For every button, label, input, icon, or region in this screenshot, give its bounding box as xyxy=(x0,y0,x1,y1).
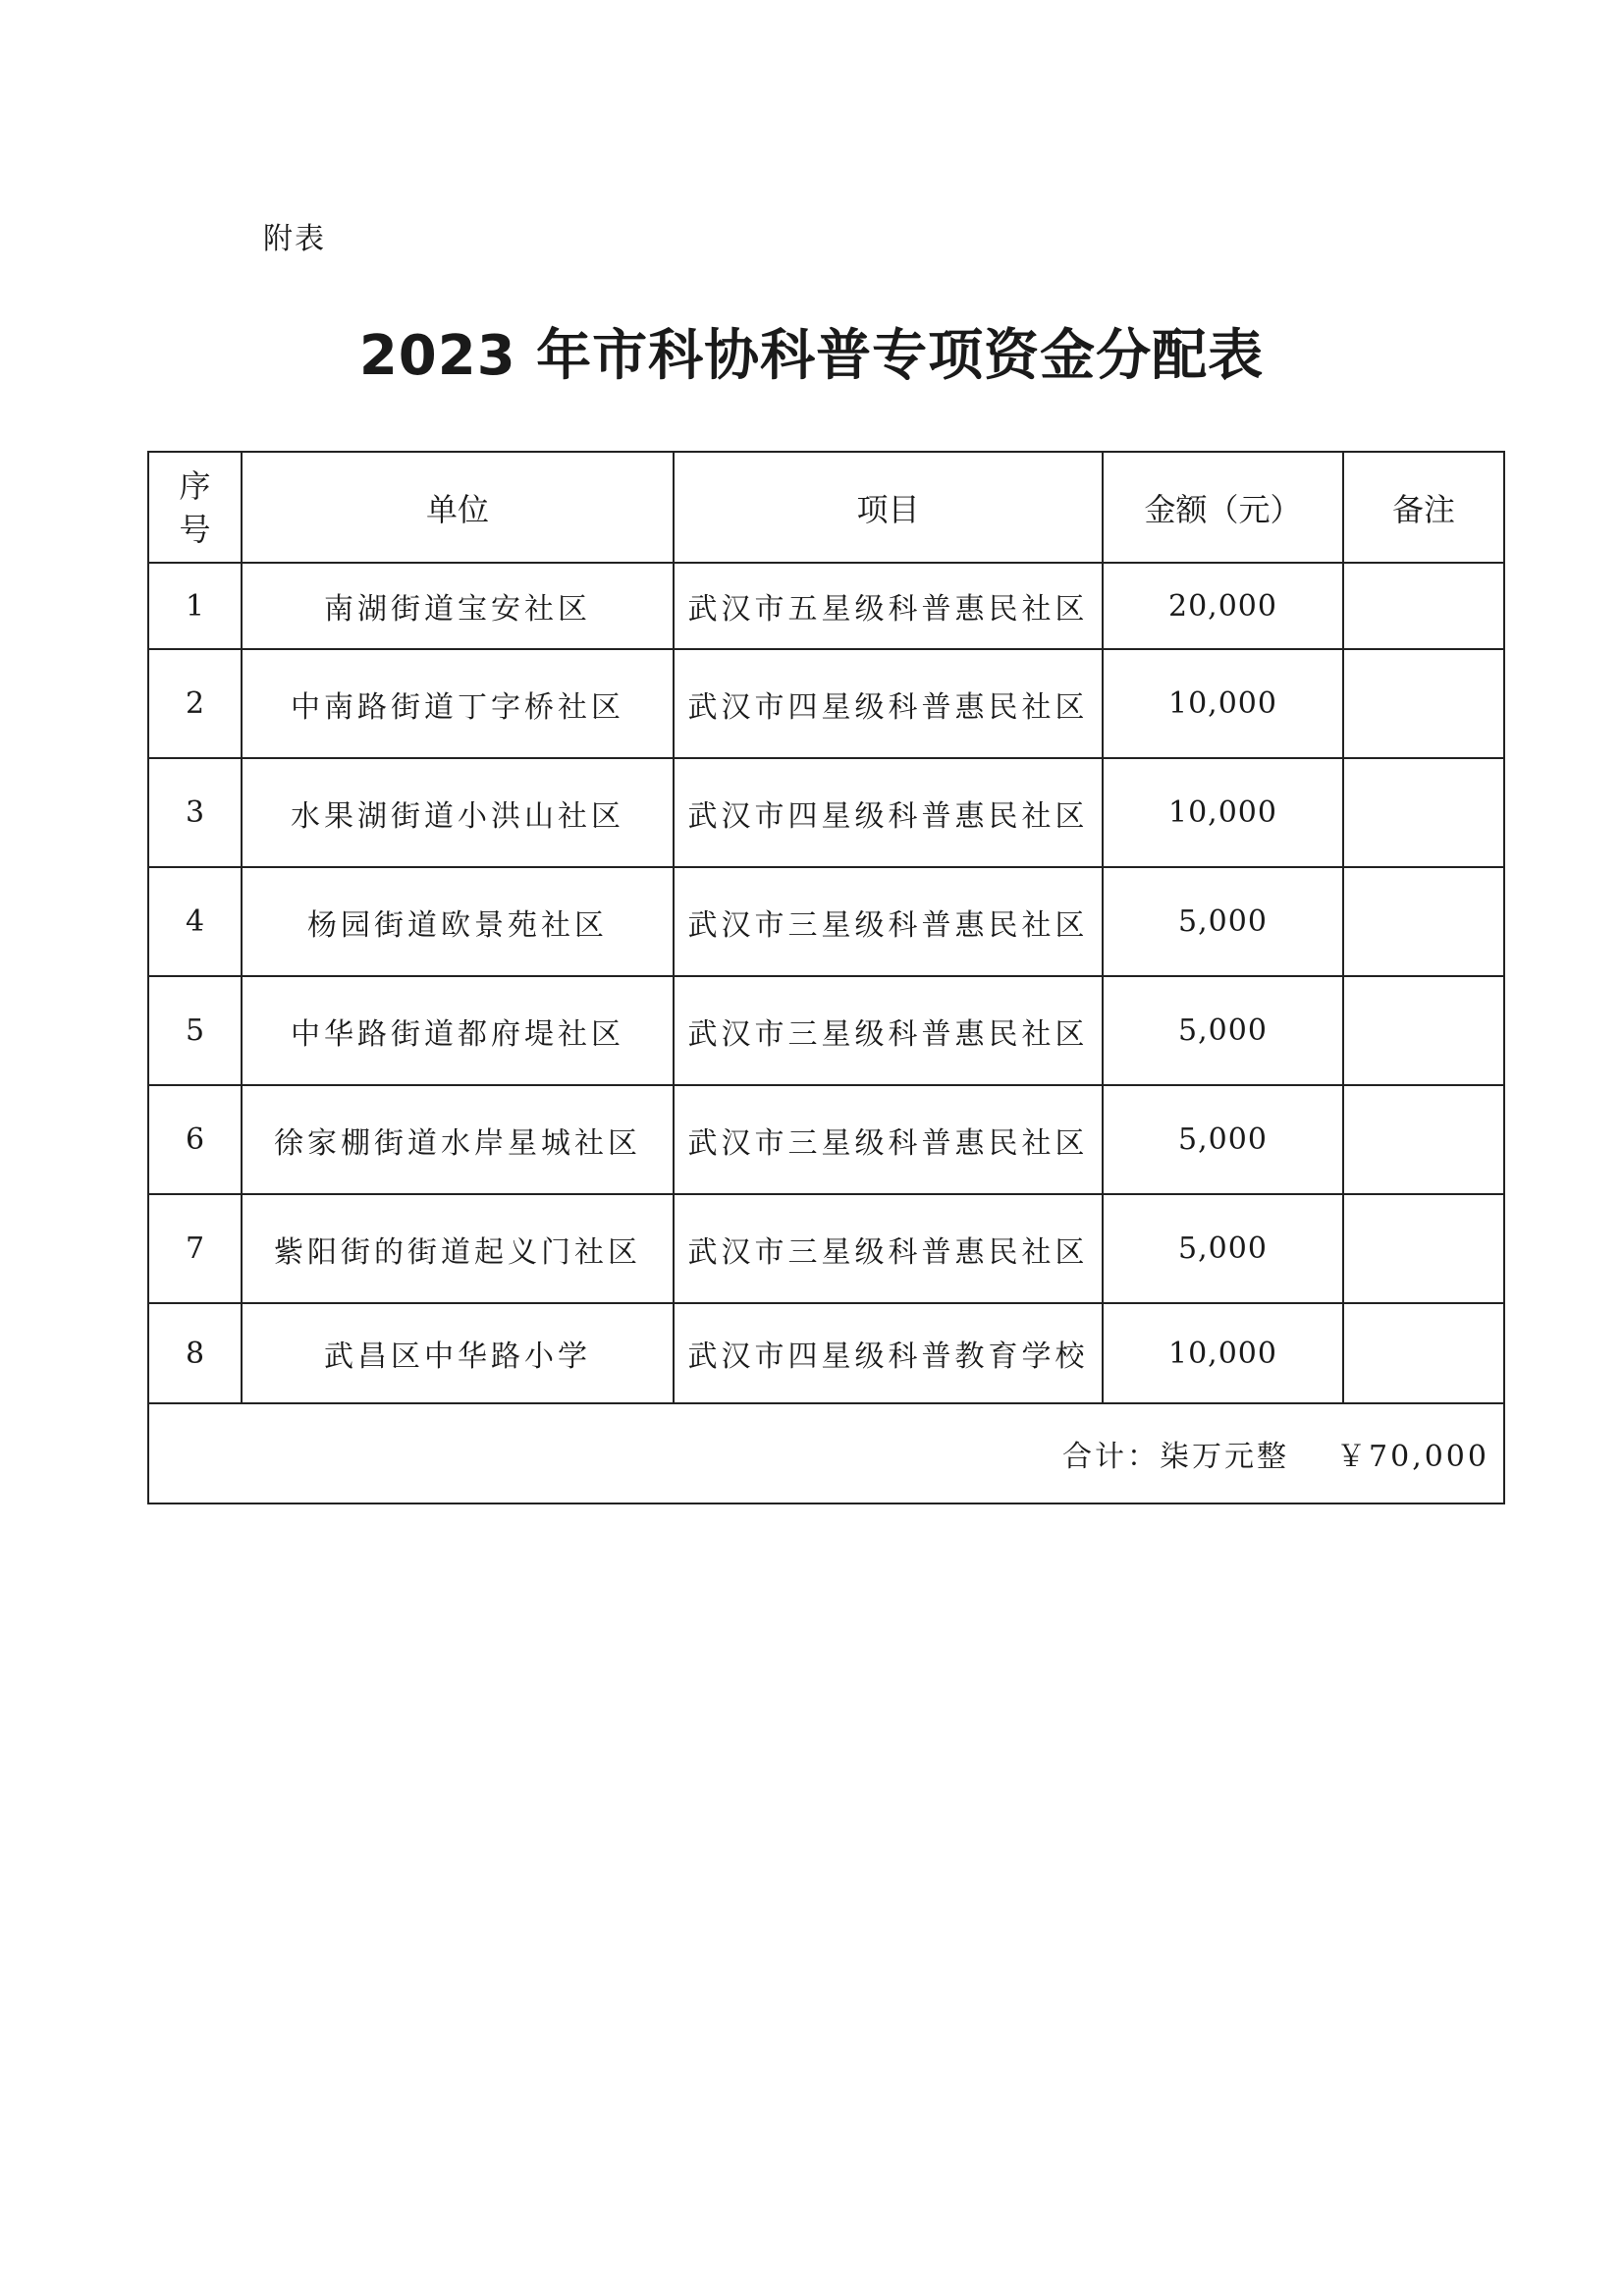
cell-remark xyxy=(1343,563,1504,649)
cell-no: 3 xyxy=(148,758,242,867)
header-no xyxy=(148,452,242,563)
cell-remark xyxy=(1343,1303,1504,1403)
cell-project: 武汉市四星级科普惠民社区 xyxy=(674,758,1103,867)
cell-remark xyxy=(1343,1194,1504,1303)
cell-no: 5 xyxy=(148,976,242,1085)
cell-amount: 5,000 xyxy=(1103,1085,1343,1194)
cell-no: 2 xyxy=(148,649,242,758)
cell-unit: 中华路街道都府堤社区 xyxy=(242,976,674,1085)
cell-amount: 5,000 xyxy=(1103,867,1343,976)
cell-project: 武汉市四星级科普教育学校 xyxy=(674,1303,1103,1403)
cell-project: 武汉市三星级科普惠民社区 xyxy=(674,867,1103,976)
cell-project: 武汉市三星级科普惠民社区 xyxy=(674,1194,1103,1303)
total-label: 合计：柒万元整 xyxy=(1062,1440,1290,1474)
cell-amount: 10,000 xyxy=(1103,1303,1343,1403)
cell-project: 武汉市四星级科普惠民社区 xyxy=(674,649,1103,758)
cell-remark xyxy=(1343,649,1504,758)
cell-remark xyxy=(1343,976,1504,1085)
cell-no: 8 xyxy=(148,1303,242,1403)
cell-amount: 5,000 xyxy=(1103,976,1343,1085)
document-title: 2023 年市科协科普专项资金分配表 xyxy=(358,324,1265,388)
table-row xyxy=(148,649,1504,758)
cell-amount: 5,000 xyxy=(1103,1194,1343,1303)
header-project: 项目 xyxy=(674,452,1103,563)
cell-unit: 水果湖街道小洪山社区 xyxy=(242,758,674,867)
table-row xyxy=(148,1085,1504,1194)
allocation-table xyxy=(147,451,1505,1504)
table-header-row xyxy=(148,452,1504,563)
cell-unit: 武昌区中华路小学 xyxy=(242,1303,674,1403)
table-row xyxy=(148,1303,1504,1403)
table-row xyxy=(148,563,1504,649)
total-amount: ￥70,000 xyxy=(1336,1440,1489,1474)
cell-unit: 紫阳街的街道起义门社区 xyxy=(242,1194,674,1303)
header-unit: 单位 xyxy=(242,452,674,563)
cell-amount: 10,000 xyxy=(1103,758,1343,867)
cell-remark xyxy=(1343,1085,1504,1194)
total-cell xyxy=(148,1403,1504,1503)
cell-project: 武汉市三星级科普惠民社区 xyxy=(674,1085,1103,1194)
total-row xyxy=(148,1403,1504,1503)
header-amount: 金额（元） xyxy=(1103,452,1343,563)
table-row xyxy=(148,976,1504,1085)
table-row xyxy=(148,1194,1504,1303)
cell-unit: 徐家棚街道水岸星城社区 xyxy=(242,1085,674,1194)
cell-no: 1 xyxy=(148,563,242,649)
header-no-line2: 号 xyxy=(179,510,211,548)
cell-unit: 杨园街道欧景苑社区 xyxy=(242,867,674,976)
header-remark: 备注 xyxy=(1343,452,1504,563)
cell-amount: 10,000 xyxy=(1103,649,1343,758)
cell-unit: 南湖街道宝安社区 xyxy=(242,563,674,649)
cell-no: 4 xyxy=(148,867,242,976)
cell-remark xyxy=(1343,758,1504,867)
table-row xyxy=(148,758,1504,867)
cell-remark xyxy=(1343,867,1504,976)
cell-unit: 中南路街道丁字桥社区 xyxy=(242,649,674,758)
cell-project: 武汉市五星级科普惠民社区 xyxy=(674,563,1103,649)
header-no-line1: 序 xyxy=(179,466,211,505)
cell-no: 7 xyxy=(148,1194,242,1303)
cell-amount: 20,000 xyxy=(1103,563,1343,649)
attachment-label: 附表 xyxy=(263,222,326,256)
table-row xyxy=(148,867,1504,976)
cell-project: 武汉市三星级科普惠民社区 xyxy=(674,976,1103,1085)
cell-no: 6 xyxy=(148,1085,242,1194)
